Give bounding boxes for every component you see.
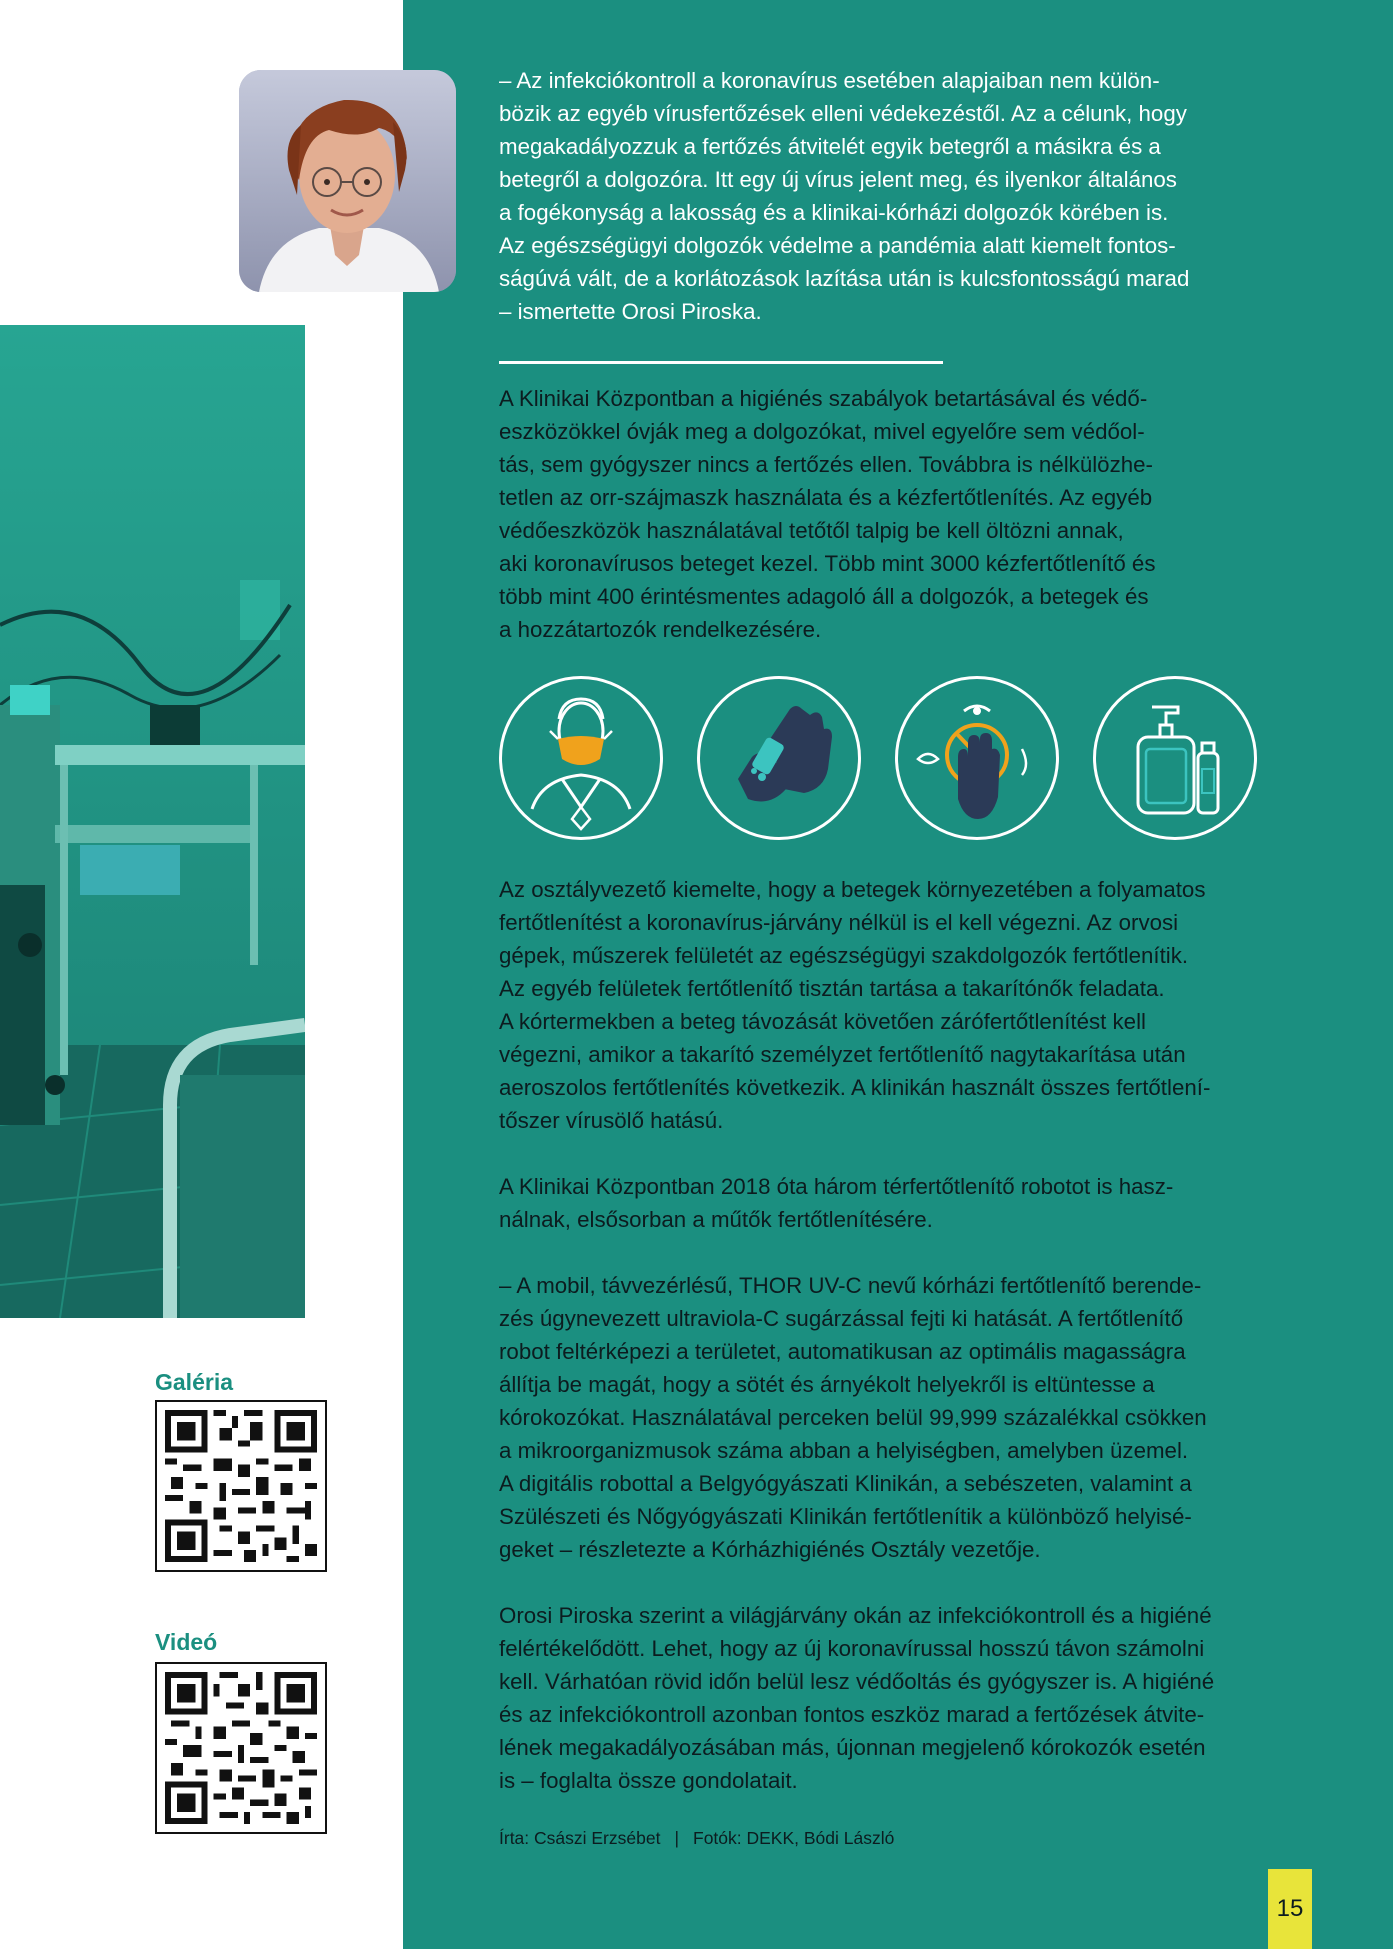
hygiene-icons-row: [499, 676, 1279, 846]
photo-credits: [499, 1826, 894, 1850]
video-qr-code[interactable]: [155, 1662, 327, 1834]
sanitizer-bottles-icon: [1093, 676, 1257, 840]
portrait-photo: [239, 70, 456, 292]
author-credit: Írta: Császi Erzsébet: [499, 1828, 661, 1848]
page-number: 15: [1268, 1869, 1312, 1949]
body-paragraph-1: A Klinikai Központban a higiénés szabályok betartásával és védő- eszközökkel óvják meg a dolgozókat, mivel egyelőre sem védőol- tás, sem gyógyszer nincs a fertőzés ellen. Továbbra is nélkülözhe- tetlen az orr-szájmaszk használata és a kézfertőtlenítés. Az egyéb védőeszközök használatával tetőtől talpig be kell öltözni annak, aki koronavírusos beteget kezel. Több mint 3000 kézfertőtlenítő és több mint 400 érintésmentes adagoló áll a dolgozók, a betegek és a hozzátartozók rendelkezésére.: [499, 386, 1156, 642]
divider-line: [499, 361, 943, 364]
body-paragraph-5: Orosi Piroska szerint a világjárvány okán az infekciókontroll és a higiéné felértékelődött. Lehet, hogy az új koronavírussal hosszú távon számolni kell. Várhatóan rövid időn belül lesz védőoltás és gyógyszer is. A higiéné és az infekciókontroll azonban fontos eszköz marad a fertőzések átvite- lének megakadályozásában más, újonnan megjelenő kórokozók esetén is – foglalta össze gondolatait.: [499, 1603, 1215, 1793]
gallery-label: Galéria: [155, 1369, 233, 1395]
gallery-qr-code[interactable]: [155, 1400, 327, 1572]
no-face-touch-icon: [895, 676, 1059, 840]
body-paragraph-3: A Klinikai Központban 2018 óta három térfertőtlenítő robotot is hasz- nálnak, elsősorban a műtők fertőtlenítésére.: [499, 1174, 1174, 1232]
hand-sanitizing-icon: [697, 676, 861, 840]
body-paragraph-2: Az osztályvezető kiemelte, hogy a betegek környezetében a folyamatos fertőtlenítést a koronavírus-járvány nélkül is el kell végezni. Az orvosi gépek, műszerek felületét az egészségügyi szakdolgozók fertőtlenítik. Az egyéb felületek fertőtlenítő tisztán tartása a takarítónők feladata. A kórtermekben a beteg távozását követően zárófertőtlenítést kell végezni, amikor a takarító személyzet fertőtlenítő nagytakarítása után aeroszolos fertőtlenítés következik. A klinikán használt összes fertőtlení- tőszer vírusölő hatású.: [499, 877, 1211, 1133]
face-mask-icon: [499, 676, 663, 840]
hospital-room-photo: [0, 325, 305, 1318]
photo-credit: Fotók: DEKK, Bódi László: [693, 1828, 895, 1848]
body-paragraph-4: – A mobil, távvezérlésű, THOR UV-C nevű kórházi fertőtlenítő berende- zés úgynevezett ultraviola-C sugárzással fejti ki hatását. A fertőtlenítő robot feltérképezi a területet, automatikusan az optimális magasságra állítja be magát, hogy a sötét és árnyékolt helyekről is eltüntesse a kórokozókat. Használatával perceken belül 99,999 százalékkal csökken a mikroorganizmusok száma abban a helyiségben, amelyben üzemel. A digitális robottal a Belgyógyászati Klinikán, a sebészeten, valamint a Szülészeti és Nőgyógyászati Klinikán fertőtlenítik a különböző helyisé- geket – részletezte a Kórházhigiénés Osztály vezetője.: [499, 1273, 1207, 1562]
quote-paragraph: – Az infekciókontroll a koronavírus esetében alapjaiban nem külön- bözik az egyéb vírusfertőzések elleni védekezéstől. Az a célunk, hogy megakadályozzuk a fertőzés átvitelét egyik betegről a másikra és a betegről a dolgozóra. Itt egy új vírus jelent meg, és ilyenkor általános a fogékonyság a lakosság és a klinikai-kórházi dolgozók körében is. Az egészségügyi dolgozók védelme a pandémia alatt kiemelt fontos- ságúvá vált, de a korlátozások lazítása után is kulcsfontosságú marad – ismertette Orosi Piroska.: [499, 68, 1190, 324]
video-label: Videó: [155, 1629, 218, 1655]
credit-separator: |: [674, 1828, 679, 1848]
